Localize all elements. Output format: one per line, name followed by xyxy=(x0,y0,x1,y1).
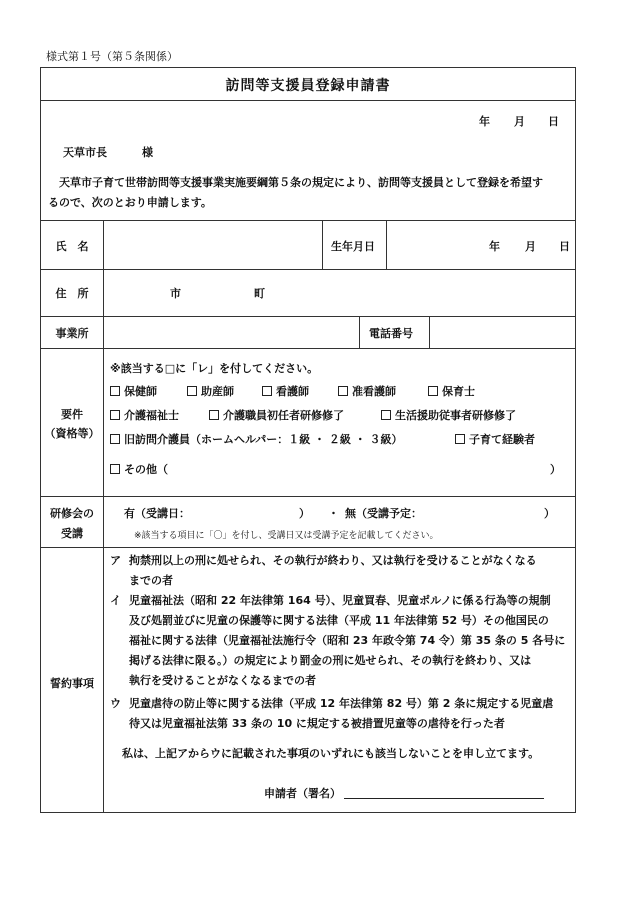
training-no-close: ） xyxy=(544,507,555,520)
divider xyxy=(429,316,430,348)
signature-line[interactable] xyxy=(344,798,544,799)
divider xyxy=(386,220,387,269)
checkbox-icon[interactable] xyxy=(455,434,465,444)
checkbox-icon[interactable] xyxy=(110,434,120,444)
form-title: 訪問等支援員登録申請書 xyxy=(225,78,391,94)
training-yes[interactable]: 有（受講日： xyxy=(124,507,190,520)
name-label: 氏 名 xyxy=(55,240,89,253)
phone-field[interactable] xyxy=(431,318,575,346)
pledge-mark: ア xyxy=(110,554,121,567)
divider xyxy=(41,316,575,317)
checkbox-item[interactable]: 准看護師 xyxy=(338,383,396,399)
checkbox-icon[interactable] xyxy=(338,386,348,396)
application-form xyxy=(40,67,576,813)
addressee-name: 天草市長 xyxy=(63,146,107,159)
divider xyxy=(103,220,104,813)
address-label: 住 所 xyxy=(55,287,89,300)
training-label: 受講 xyxy=(61,527,83,540)
birth-month: 月 xyxy=(525,240,536,253)
intro-text: るので、次のとおり申請します。 xyxy=(48,196,212,209)
checkbox-icon[interactable] xyxy=(381,410,391,420)
divider xyxy=(41,496,575,497)
checkbox-item[interactable]: 保健師 xyxy=(110,383,157,399)
divider xyxy=(359,316,360,348)
signature-label: 申請者（署名） xyxy=(264,787,341,800)
checkbox-icon[interactable] xyxy=(262,386,272,396)
pledge-mark: イ xyxy=(110,594,121,607)
date-day: 日 xyxy=(548,115,559,128)
date-year: 年 xyxy=(479,115,490,128)
addressee-honorific: 様 xyxy=(142,146,153,159)
other-close: ） xyxy=(550,463,561,476)
checkbox-item[interactable]: 介護福祉士 xyxy=(110,407,179,423)
checkbox-icon[interactable] xyxy=(110,464,120,474)
phone-label: 電話番号 xyxy=(369,327,413,340)
form-number: 様式第１号（第５条関係） xyxy=(46,50,178,63)
intro-text: 天草市子育て世帯訪問等支援事業実施要綱第５条の規定により、訪問等支援員として登録を希望す xyxy=(59,176,543,189)
other-qualification-field[interactable] xyxy=(193,457,545,477)
checkbox-item[interactable]: 旧訪問介護員（ホームヘルパー：１級 ・ ２級 ・ ３級） xyxy=(110,431,403,447)
checkbox-icon[interactable] xyxy=(187,386,197,396)
checkbox-item[interactable]: 保育士 xyxy=(428,383,475,399)
pledge-text: 拘禁刑以上の刑に処せられ、その執行が終わり、又は執行を受けることがなくなる xyxy=(129,554,537,567)
checkbox-item[interactable]: 介護職員初任者研修修了 xyxy=(209,407,344,423)
pledge-text: 及び処罰並びに児童の保護等に関する法律（平成 11 年法律第 52 号）その他国民の xyxy=(129,614,549,627)
checkbox-item[interactable]: 助産師 xyxy=(187,383,234,399)
birthdate-field[interactable] xyxy=(388,222,574,267)
pledge-text: までの者 xyxy=(129,574,173,587)
checkbox-item[interactable]: 看護師 xyxy=(262,383,309,399)
qualification-label: （資格等） xyxy=(44,427,100,440)
divider xyxy=(41,269,575,270)
checkbox-icon[interactable] xyxy=(428,386,438,396)
pledge-text: 執行を受けることがなくなるまでの者 xyxy=(129,674,316,687)
pledge-label: 誓約事項 xyxy=(50,677,94,690)
divider xyxy=(41,100,575,101)
pledge-text: 福祉に関する法律（児童福祉法施行令（昭和 23 年政令第 74 令）第 35 条の 5 各号に xyxy=(129,634,566,647)
checkbox-item[interactable]: 子育て経験者 xyxy=(455,431,535,447)
name-field[interactable] xyxy=(105,222,320,267)
pledge-mark: ウ xyxy=(110,697,121,710)
birthdate-label: 生年月日 xyxy=(331,240,375,253)
pledge-declaration: 私は、上記アからウに記載された事項のいずれにも該当しないことを申し立てます。 xyxy=(122,747,540,760)
training-no[interactable]: 無（受講予定： xyxy=(345,507,422,520)
office-field[interactable] xyxy=(105,318,357,346)
pledge-text: 児童福祉法（昭和 22 年法律第 164 号）、児童買春、児童ポルノに係る行為等の規制 xyxy=(129,594,551,607)
date-month: 月 xyxy=(514,115,525,128)
pledge-text: 掲げる法律に限る。）の規定により罰金の刑に処せられ、その執行を終わり、又は xyxy=(129,654,532,667)
address-city: 市 xyxy=(170,287,181,300)
training-label: 研修会の xyxy=(50,507,94,520)
pledge-text: 待又は児童福祉法第 33 条の 10 に規定する被措置児童等の虐待を行った者 xyxy=(129,717,505,730)
checkbox-item[interactable]: その他（ xyxy=(110,461,168,477)
divider xyxy=(41,220,575,221)
training-yes-close: ） xyxy=(299,507,310,520)
divider xyxy=(41,547,575,548)
address-town: 町 xyxy=(254,287,265,300)
checkbox-icon[interactable] xyxy=(110,386,120,396)
pledge-text: 児童虐待の防止等に関する法律（平成 12 年法律第 82 号）第 2 条に規定する児童虐 xyxy=(129,697,554,710)
checkbox-icon[interactable] xyxy=(110,410,120,420)
office-label: 事業所 xyxy=(55,327,89,340)
training-separator: ・ xyxy=(328,507,339,520)
birth-day: 日 xyxy=(559,240,570,253)
training-note: ※該当する項目に「〇」を付し、受講日又は受講予定を記載してください。 xyxy=(134,531,439,541)
checkbox-icon[interactable] xyxy=(209,410,219,420)
birth-year: 年 xyxy=(489,240,500,253)
checkbox-item[interactable]: 生活援助従事者研修修了 xyxy=(381,407,516,423)
divider xyxy=(41,348,575,349)
qualification-label: 要件 xyxy=(61,408,83,421)
divider xyxy=(322,220,323,269)
qualification-instruction: ※該当する□に「レ」を付してください。 xyxy=(110,362,319,375)
